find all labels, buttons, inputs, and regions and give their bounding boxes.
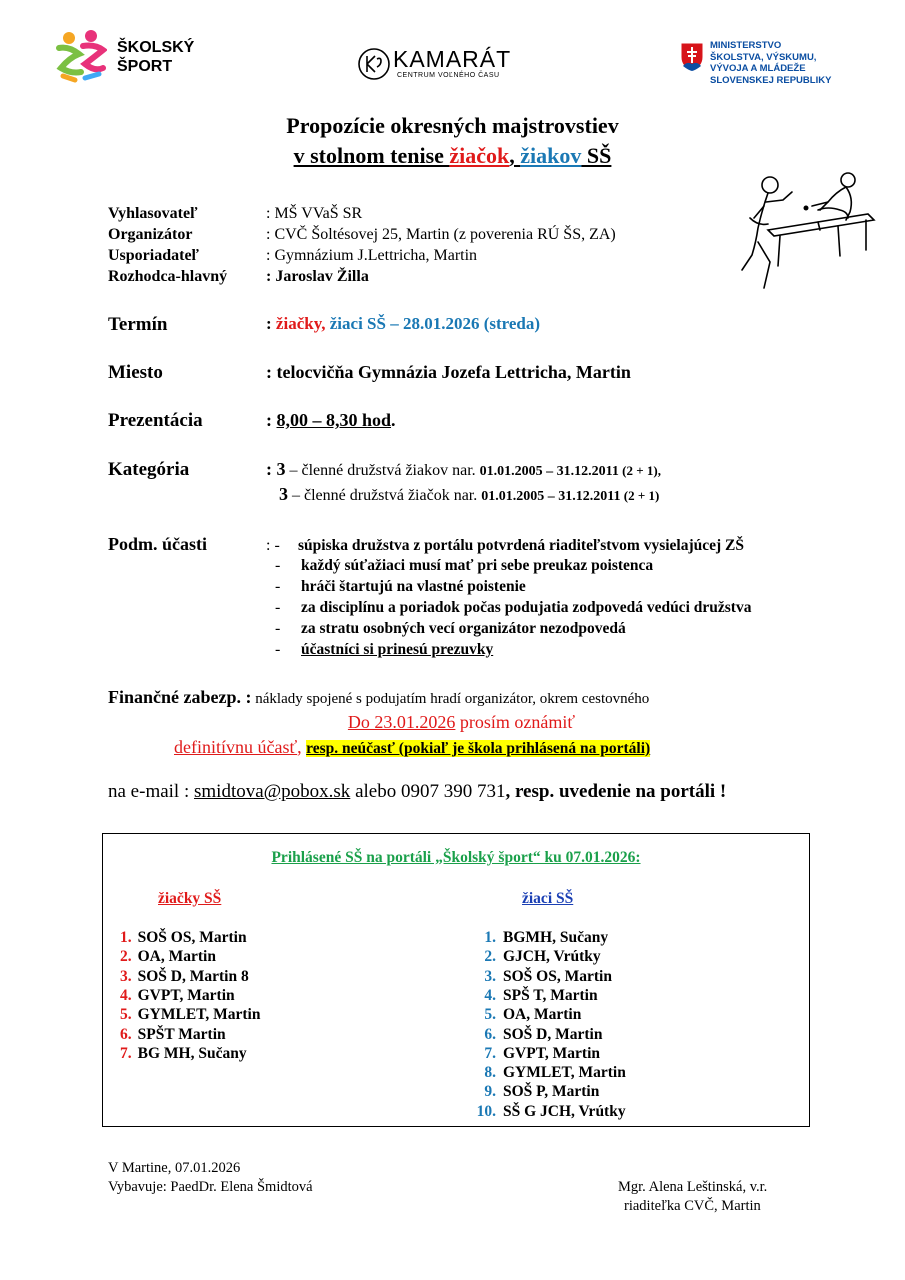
girls-list-item-number: 1. <box>120 929 132 946</box>
condition-item-2: každý súťažiaci musí mať pri sebe preukaz poistenca <box>301 557 654 574</box>
boys-list-item <box>470 1064 626 1082</box>
boys-list-item-number: 10. <box>476 1102 496 1120</box>
document-title-line2 <box>0 143 905 169</box>
boys-list-item-name: SOŠ OS, Martin <box>503 967 612 985</box>
boys-list-item-number: 5. <box>484 1006 496 1024</box>
girls-list-item <box>120 968 249 986</box>
condition-dash-4: - <box>275 599 281 616</box>
ministry-line1: MINISTERSTVO <box>710 40 782 51</box>
girls-list-item-name: SPŠT Martin <box>137 1025 226 1043</box>
category-girls-text: – členné družstvá žiačok nar. <box>288 487 482 504</box>
contact-email-link[interactable]: smidtova@pobox.sk <box>194 781 351 802</box>
document-title-line1: Propozície okresných majstrovstiev <box>286 113 619 138</box>
deadline-text: prosím oznámiť <box>455 712 576 732</box>
girls-list-title: žiačky SŠ <box>158 890 222 907</box>
confirmation-line <box>174 737 650 758</box>
boys-list-title: žiaci SŠ <box>522 890 574 907</box>
boys-list-item <box>470 948 601 966</box>
boys-list-item <box>470 1045 600 1063</box>
girls-list-item <box>120 929 247 947</box>
date-label: Termín <box>108 314 168 335</box>
boys-list-item <box>470 987 598 1005</box>
category-boys <box>266 459 661 480</box>
signer-role: riaditeľka CVČ, Martin <box>624 1198 761 1214</box>
category-boys-dates: 01.01.2005 – 31.12.2011 <box>479 464 619 479</box>
registration-time: 8,00 – 8,30 hod <box>276 410 392 430</box>
host-value: : Gymnázium J.Lettricha, Martin <box>266 247 478 264</box>
boys-list-item-name: SOŠ D, Martin <box>503 1025 603 1043</box>
ministry-line3: VÝVOJA A MLÁDEŽE <box>710 63 806 74</box>
contact-portal-note: , resp. uvedenie na portáli ! <box>505 781 727 802</box>
registration-value <box>266 410 396 431</box>
boys-list-item <box>470 1026 602 1044</box>
category-girls <box>279 484 659 505</box>
title-part-boys: žiakov <box>520 143 582 168</box>
boys-list-item-name: GVPT, Martin <box>503 1044 601 1062</box>
confirmation-participation: definitívnu účasť <box>174 737 298 757</box>
boys-list-item-number: 7. <box>484 1044 496 1062</box>
girls-list-item <box>120 987 235 1005</box>
boys-list-item-name: SOŠ P, Martin <box>503 1083 600 1101</box>
girls-list-item-name: SOŠ D, Martin 8 <box>137 967 249 985</box>
boys-list-item-name: SŠ G JCH, Vrútky <box>503 1102 626 1120</box>
category-girls-dates: 01.01.2005 – 31.12.2011 <box>481 489 621 504</box>
boys-list-item-name: OA, Martin <box>503 1006 582 1024</box>
deadline-line <box>0 712 905 733</box>
title-comma: , <box>509 143 521 168</box>
organizer-label: Organizátor <box>108 226 193 243</box>
title-part-end: SŠ <box>581 143 612 168</box>
contact-prefix: na e-mail : <box>108 781 194 802</box>
boys-list-item-name: SPŠ T, Martin <box>503 986 598 1004</box>
confirmation-non-participation: resp. neúčasť (pokiaľ je škola prihlásená na portáli) <box>306 740 651 757</box>
contact-line <box>108 781 726 803</box>
boys-list-item-name: GYMLET, Martin <box>503 1064 626 1082</box>
place-date: V Martine, 07.01.2026 <box>108 1160 241 1176</box>
organizer-value: : CVČ Šoltésovej 25, Martin (z poverenia RÚ ŠS, ZA) <box>266 226 616 243</box>
girls-list-item <box>120 1026 226 1044</box>
skolsky-sport-logo <box>55 28 225 88</box>
girls-list-item-name: GVPT, Martin <box>137 986 235 1004</box>
kamarat-logo <box>357 44 527 84</box>
kamarat-subtitle: CENTRUM VOĽNÉHO ČASU <box>397 72 500 79</box>
condition-item-4: za disciplínu a poriadok počas podujatia zodpovedá vedúci družstva <box>301 599 752 616</box>
boys-list-item-number: 2. <box>484 948 496 966</box>
girls-list-item-number: 5. <box>120 1006 132 1024</box>
host-label: Usporiadateľ <box>108 247 200 264</box>
boys-list-item <box>470 1006 581 1024</box>
deadline-date: Do 23.01.2026 <box>347 712 456 732</box>
ministry-wordmark <box>710 40 831 86</box>
category-girls-tail: (2 + 1) <box>620 488 660 503</box>
condition-item-3: hráči štartujú na vlastné poistenie <box>301 578 526 595</box>
venue-value: : telocvičňa Gymnázia Jozefa Lettricha, Martin <box>266 362 631 382</box>
referee-value: : Jaroslav Žilla <box>266 268 369 285</box>
registration-end: . <box>391 410 396 430</box>
venue-label: Miesto <box>108 362 163 383</box>
condition-dash-5: - <box>275 620 281 637</box>
boys-list-item-name: GJCH, Vrútky <box>503 948 601 966</box>
skolsky-sport-emblem-icon <box>55 28 107 84</box>
condition-dash-6: - <box>275 641 281 658</box>
title-part-a: v stolnom tenise <box>293 143 450 168</box>
boys-list-item-number: 8. <box>484 1064 496 1082</box>
ministry-line2: ŠKOLSTVA, VÝSKUMU, <box>710 51 817 63</box>
funding-text: náklady spojené s podujatím hradí organizátor, okrem cestovného <box>251 691 650 707</box>
girls-list-item <box>120 948 216 966</box>
boys-list-item-number: 6. <box>484 1025 496 1043</box>
category-boys-tail: (2 + 1), <box>618 463 661 478</box>
signer-name: Mgr. Alena Leštinská, v.r. <box>618 1179 768 1195</box>
kamarat-name: KAMARÁT <box>393 46 512 72</box>
confirmation-comma: , <box>297 737 307 757</box>
girls-list-item <box>120 1045 247 1063</box>
kamarat-emblem-icon <box>357 47 391 81</box>
condition-dash-3: - <box>275 578 281 595</box>
skolsky-sport-line2: ŠPORT <box>117 58 173 75</box>
girls-list-item-name: BG MH, Sučany <box>137 1044 247 1062</box>
skolsky-sport-line1: ŠKOLSKÝ <box>117 39 195 56</box>
boys-list-item <box>470 1083 599 1101</box>
referee-label: Rozhodca-hlavný <box>108 268 228 285</box>
conditions-label: Podm. účasti <box>108 534 207 554</box>
slovak-coat-of-arms-icon <box>680 42 704 72</box>
date-girls: žiačky, <box>275 314 326 333</box>
boys-list-item-number: 1. <box>484 929 496 946</box>
date-value <box>266 314 540 334</box>
date-colon: : <box>266 314 276 333</box>
category-girls-num: 3 <box>279 484 288 504</box>
funding-label: Finančné zabezp. : <box>108 687 252 707</box>
registered-heading: Prihlásené SŠ na portáli „Školský šport“ ku 07.01.2026: <box>271 849 641 866</box>
contact-phone: alebo 0907 390 731 <box>350 781 506 802</box>
condition-item-5: za stratu osobných vecí organizátor nezodpovedá <box>301 620 626 637</box>
girls-list-item-number: 3. <box>120 967 132 985</box>
condition-dash-2: - <box>275 557 281 574</box>
girls-list-item-name: GYMLET, Martin <box>137 1006 261 1024</box>
table-tennis-players-icon <box>728 170 878 305</box>
girls-list-item-number: 6. <box>120 1025 132 1043</box>
ministry-logo <box>680 40 860 92</box>
girls-list-item-name: SOŠ OS, Martin <box>137 929 247 946</box>
girls-list-item <box>120 1006 260 1024</box>
category-boys-text: – členné družstvá žiakov nar. <box>285 462 480 479</box>
category-boys-num: : 3 <box>266 459 286 479</box>
registration-colon: : <box>266 410 277 430</box>
condition-item-1: súpiska družstva z portálu potvrdená riaditeľstvom vysielajúcej ZŠ <box>298 537 745 554</box>
category-label: Kategória <box>108 459 190 480</box>
boys-list-item <box>470 1103 626 1121</box>
boys-list-item-number: 4. <box>484 986 496 1004</box>
conditions-first-prefix: : - <box>266 537 280 554</box>
girls-list-item-number: 4. <box>120 986 132 1004</box>
girls-list-item-number: 7. <box>120 1044 132 1062</box>
title-part-girls: žiačok <box>449 143 510 168</box>
announcer-value: : MŠ VVaŠ SR <box>266 205 363 222</box>
boys-list-item-name: BGMH, Sučany <box>503 929 609 946</box>
boys-list-item-number: 9. <box>484 1083 496 1101</box>
skolsky-sport-wordmark <box>117 38 194 76</box>
announcer-label: Vyhlasovateľ <box>108 205 198 222</box>
registration-label: Prezentácia <box>108 410 203 431</box>
condition-item-6: účastníci si prinesú prezuvky <box>301 641 494 658</box>
boys-list-item-number: 3. <box>484 967 496 985</box>
boys-list-item <box>470 968 612 986</box>
girls-list-item-number: 2. <box>120 948 132 966</box>
funding-line <box>108 687 649 708</box>
prepared-by: Vybavuje: PaedDr. Elena Šmidtová <box>108 1179 313 1195</box>
girls-list-item-name: OA, Martin <box>137 948 216 966</box>
ministry-line4: SLOVENSKEJ REPUBLIKY <box>710 74 832 86</box>
boys-list-item <box>470 929 608 947</box>
date-boys: žiaci SŠ – 28.01.2026 (streda) <box>325 314 541 333</box>
